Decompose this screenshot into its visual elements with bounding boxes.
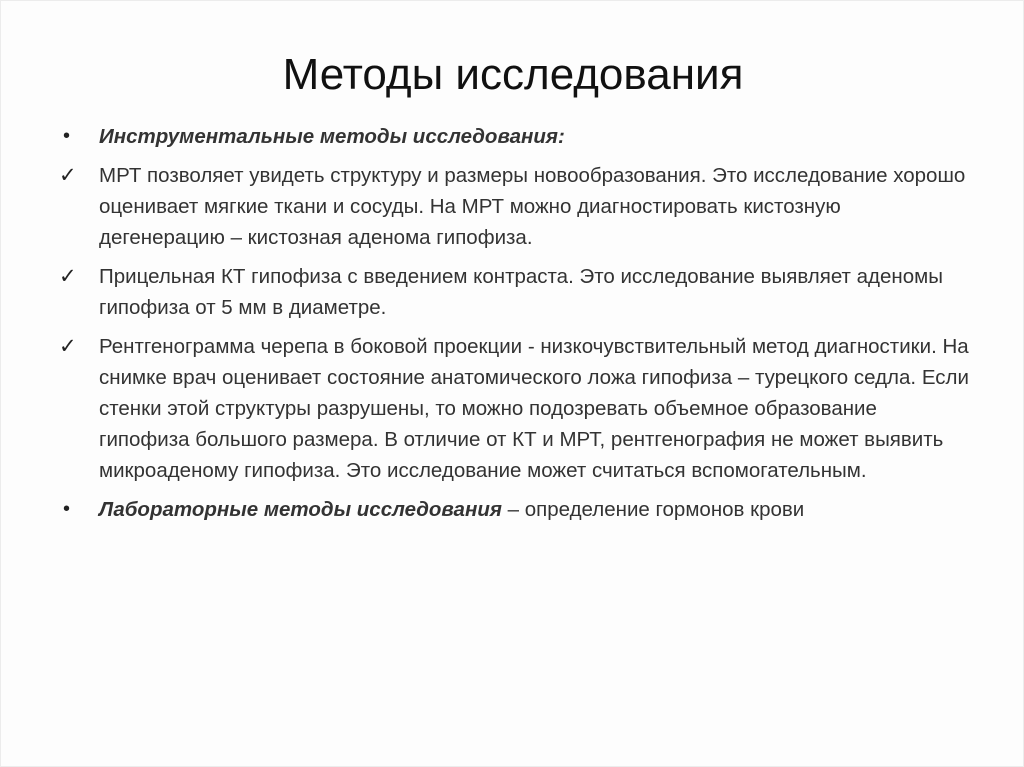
bullet-icon: • — [63, 498, 71, 520]
bullet-icon: • — [63, 125, 71, 147]
checkmark-icon: ✓ — [59, 265, 77, 288]
list-item — [59, 494, 969, 525]
item-text: Рентгенограмма черепа в боковой проекции - низкочувствительный метод диагностики. На снимке врач оценивает состояние анатомического ложа гипофиза – турецкого седла. Если стенки этой структуры разрушены, то можно подозревать объемное образование гипофиза большого размера. В отличие от КТ и МРТ, рентгенография не может выявить микроаденому гипофиза. Это исследование может считаться вспомогательным. — [99, 335, 969, 482]
slide-content — [59, 121, 969, 533]
list-item — [59, 121, 969, 152]
list-item — [59, 331, 969, 486]
list-item — [59, 160, 969, 253]
item-text: МРТ позволяет увидеть структуру и размеры новообразования. Это исследование хорошо оценивает мягкие ткани и сосуды. На МРТ можно диагностировать кистозную дегенерацию – кистозная аденома гипофиза. — [99, 164, 966, 249]
item-lead: Инструментальные методы исследования: — [99, 125, 565, 148]
item-lead: Лабораторные методы исследования — [99, 498, 502, 521]
checkmark-icon: ✓ — [59, 335, 77, 358]
slide-title: Методы исследования — [282, 50, 744, 99]
checkmark-icon: ✓ — [59, 164, 77, 187]
item-text: Прицельная КТ гипофиза с введением контраста. Это исследование выявляет аденомы гипофиза от 5 мм в диаметре. — [99, 265, 943, 319]
item-text: – определение гормонов крови — [501, 498, 805, 521]
list-item — [59, 261, 969, 323]
